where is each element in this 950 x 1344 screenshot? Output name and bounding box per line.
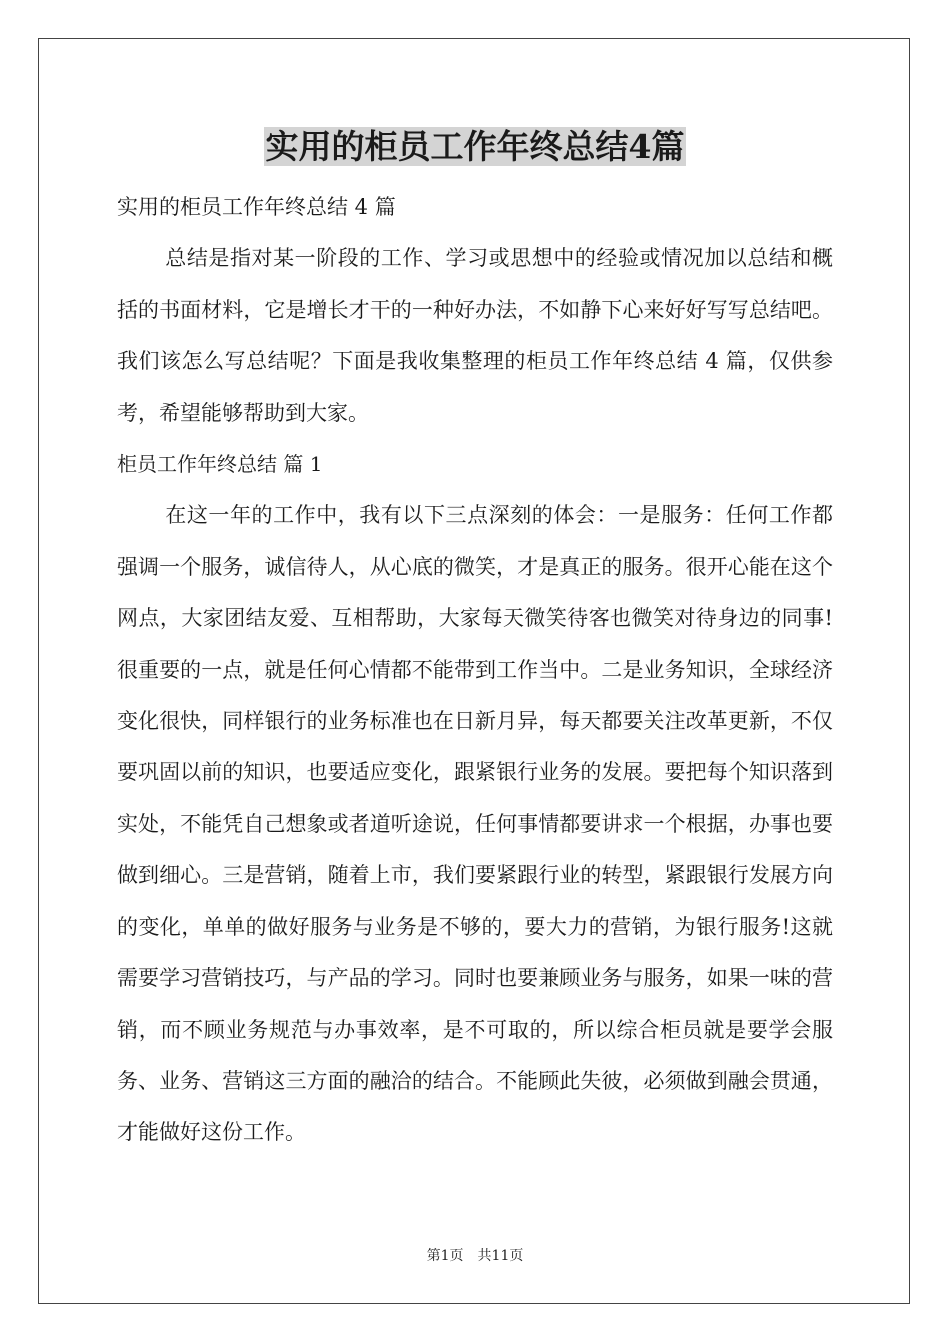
page-total: 共11页 <box>477 1248 524 1264</box>
document-title <box>0 122 950 172</box>
document-body <box>117 182 833 1159</box>
subtitle-line: 实用的柜员工作年终总结 4 篇 <box>117 195 396 219</box>
intro-paragraph: 总结是指对某一阶段的工作、学习或思想中的经验或情况加以总结和概括的书面材料，它是增长才干的一种好办法，不如静下心来好好写写总结吧。我们该怎么写总结呢？下面是我收集整理的柜员工作年终总结 4 篇，仅供参考，希望能够帮助到大家。 <box>117 246 833 425</box>
section-heading: 柜员工作年终总结 篇 1 <box>117 452 323 477</box>
document-title-text: 实用的柜员工作年终总结4篇 <box>265 127 685 166</box>
page-footer <box>0 1246 950 1266</box>
section-paragraph: 在这一年的工作中，我有以下三点深刻的体会：一是服务：任何工作都强调一个服务，诚信待人，从心底的微笑，才是真正的服务。很开心能在这个网点，大家团结友爱、互相帮助，大家每天微笑待客也微笑对待身边的同事!很重要的一点，就是任何心情都不能带到工作当中。二是业务知识，全球经济变化很快，同样银行的业务标准也在日新月异，每天都要关注改革更新，不仅要巩固以前的知识，也要适应变化，跟紧银行业务的发展。要把每个知识落到实处，不能凭自己想象或者道听途说，任何事情都要讲求一个根据，办事也要做到细心。三是营销，随着上市，我们要紧跟行业的转型，紧跟银行发展方向的变化，单单的做好服务与业务是不够的，要大力的营销，为银行服务!这就需要学习营销技巧，与产品的学习。同时也要兼顾业务与服务，如果一味的营销，而不顾业务规范与办事效率，是不可取的，所以综合柜员就是要学会服务、业务、营销这三方面的融洽的结合。不能顾此失彼，必须做到融会贯通，才能做好这份工作。 <box>117 503 833 1145</box>
page-number: 第1页 <box>426 1248 464 1264</box>
